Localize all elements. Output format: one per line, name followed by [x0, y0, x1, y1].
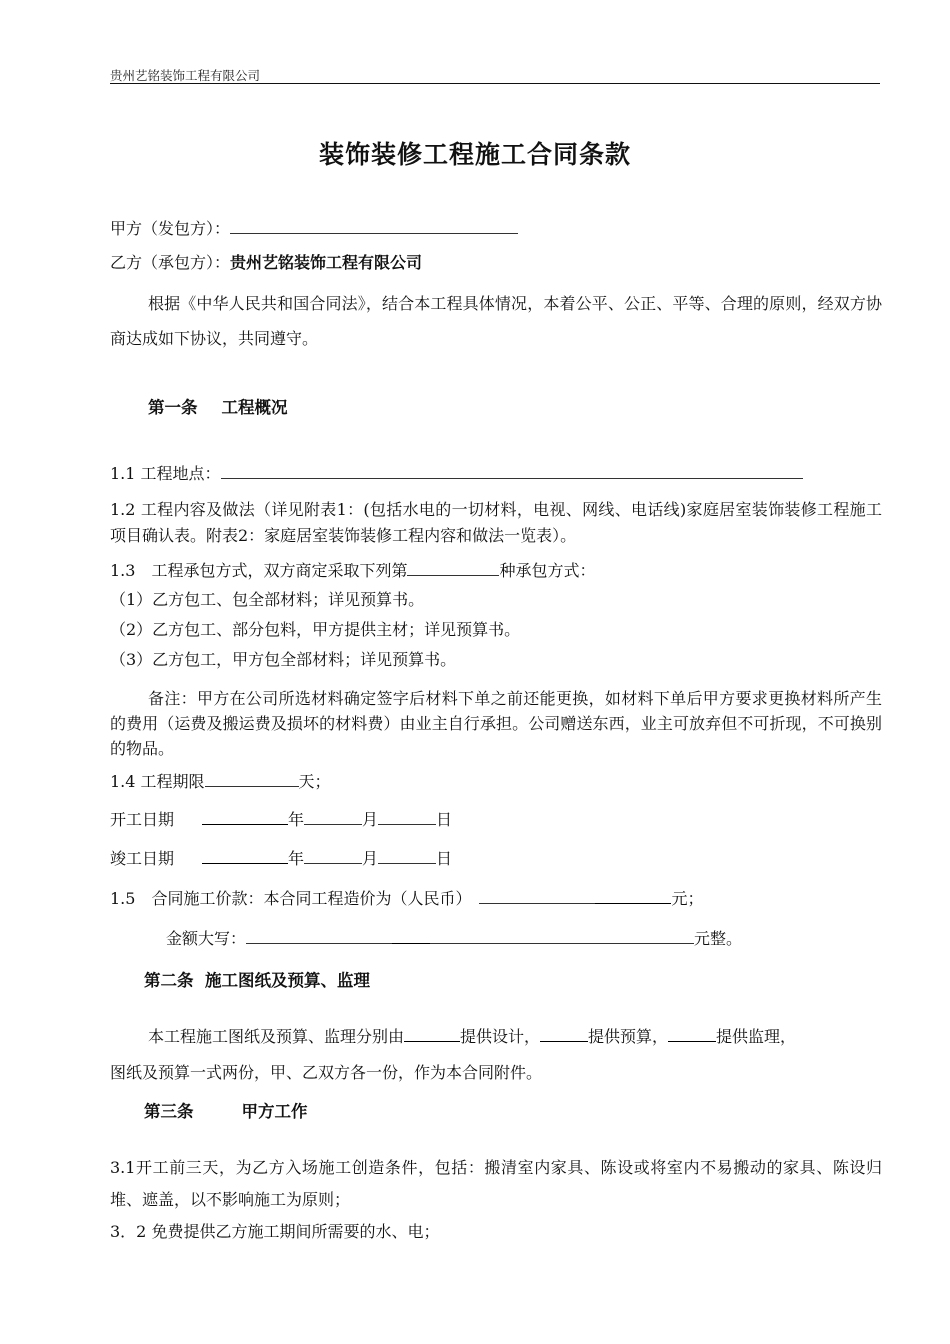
s1-1-label: 1.1 工程地点：: [110, 464, 221, 483]
document-title: 装饰装修工程施工合同条款: [318, 140, 631, 169]
header-rule: [110, 83, 880, 84]
header-company: 贵州艺铭装饰工程有限公司: [110, 68, 261, 83]
design-provider-blank[interactable]: [404, 1026, 460, 1042]
s1-5-text-b: 元；: [671, 889, 704, 908]
contract-type-blank[interactable]: [407, 560, 499, 576]
article2-text-3: 提供预算，: [588, 1027, 669, 1046]
party-b-label: 乙方（承包方）：: [110, 253, 231, 272]
article2-heading: 第二条 施工图纸及预算、监理: [144, 971, 370, 990]
start-month-unit: 月: [362, 810, 379, 829]
article2-text-2: 提供设计，: [460, 1027, 541, 1046]
start-date-line: [110, 809, 452, 830]
s1-2-paragraph: 1.2 工程内容及做法（详见附表1：(包括水电的一切材料，电视、网线、电话线)家庭居室装饰装修工程施工项目确认表。附表2：家庭居室装饰装修工程内容和做法一览表）。: [110, 500, 882, 545]
article2-text-1: 本工程施工图纸及预算、监理分别由: [148, 1027, 405, 1046]
party-b-value: 贵州艺铭装饰工程有限公司: [230, 253, 423, 272]
amount-suffix: 元整。: [694, 929, 743, 948]
location-blank[interactable]: [221, 463, 803, 479]
s1-1-line: [110, 463, 803, 484]
option-3: （3）乙方包工，甲方包全部材料；详见预算书。: [110, 650, 457, 669]
start-month-blank[interactable]: [304, 809, 362, 825]
note-paragraph: 备注：甲方在公司所选材料确定签字后材料下单之前还能更换，如材料下单后甲方要求更换材料所产生的费用（运费及搬运费及损坏的材料费）由业主自行承担。公司赠送东西，业主可放弃但不可折现，不可换别的物品。: [110, 689, 882, 758]
end-month-blank[interactable]: [304, 848, 362, 864]
amount-blank-a[interactable]: [246, 928, 392, 944]
article3-heading: [144, 1098, 308, 1122]
supervision-provider-blank[interactable]: [668, 1026, 716, 1042]
article3-heading-title: 甲方工作: [241, 1102, 308, 1121]
s1-3-text-a: 1.3 工程承包方式，双方商定采取下列第: [110, 561, 408, 580]
end-day-blank[interactable]: [378, 848, 436, 864]
end-year-unit: 年: [288, 849, 305, 868]
s1-5-text-a: 1.5 合同施工价款：本合同工程造价为（人民币）: [110, 889, 472, 908]
start-date-label: 开工日期: [110, 810, 175, 829]
end-date-label: 竣工日期: [110, 849, 175, 868]
party-b-line: [110, 253, 422, 273]
article1-heading-title: 工程概况: [221, 398, 288, 417]
amount-blank-c[interactable]: [430, 928, 694, 944]
party-a-blank[interactable]: [230, 218, 518, 234]
start-day-blank[interactable]: [378, 809, 436, 825]
s1-4-text-a: 1.4 工程期限: [110, 772, 205, 791]
article1-heading-num: 第一条: [148, 398, 198, 417]
end-day-unit: 日: [436, 849, 453, 868]
option-2: （2）乙方包工、部分包料，甲方提供主材；详见预算书。: [110, 620, 521, 639]
price-blank-a[interactable]: [479, 888, 595, 904]
s1-3-line: [110, 560, 595, 581]
duration-blank[interactable]: [205, 771, 299, 787]
s3-2-line: 3．2 免费提供乙方施工期间所需要的水、电；: [110, 1222, 440, 1241]
article2-line2: 图纸及预算一式两份，甲、乙双方各一份，作为本合同附件。: [110, 1063, 543, 1082]
article2-line1: [148, 1026, 796, 1047]
amount-line: [166, 928, 742, 949]
s1-4-text-b: 天；: [298, 772, 331, 791]
s3-1-paragraph: 3.1开工前三天，为乙方入场施工创造条件，包括：搬清室内家具、陈设或将室内不易搬动的家具、陈设归堆、遮盖，以不影响施工为原则；: [110, 1158, 882, 1209]
intro-paragraph: 根据《中华人民共和国合同法》，结合本工程具体情况，本着公平、公正、平等、合理的原则，经双方协商达成如下协议，共同遵守。: [110, 294, 882, 348]
party-a-label: 甲方（发包方）：: [110, 219, 231, 238]
end-date-line: [110, 848, 452, 869]
start-day-unit: 日: [436, 810, 453, 829]
amount-label: 金额大写：: [166, 929, 247, 948]
article3-heading-num: 第三条: [144, 1102, 194, 1121]
end-year-blank[interactable]: [202, 848, 288, 864]
end-month-unit: 月: [362, 849, 379, 868]
option-1: （1）乙方包工、包全部材料；详见预算书。: [110, 590, 425, 609]
s1-5-line: [110, 888, 703, 909]
s1-3-text-b: 种承包方式：: [499, 561, 596, 580]
start-year-unit: 年: [288, 810, 305, 829]
s1-4-line: [110, 771, 331, 792]
budget-provider-blank[interactable]: [540, 1026, 588, 1042]
amount-blank-b[interactable]: [392, 928, 430, 944]
price-blank-b[interactable]: [595, 888, 671, 904]
start-year-blank[interactable]: [202, 809, 288, 825]
article2-text-4: 提供监理，: [716, 1027, 797, 1046]
article1-heading: [148, 394, 288, 418]
party-a-line: [110, 218, 518, 239]
